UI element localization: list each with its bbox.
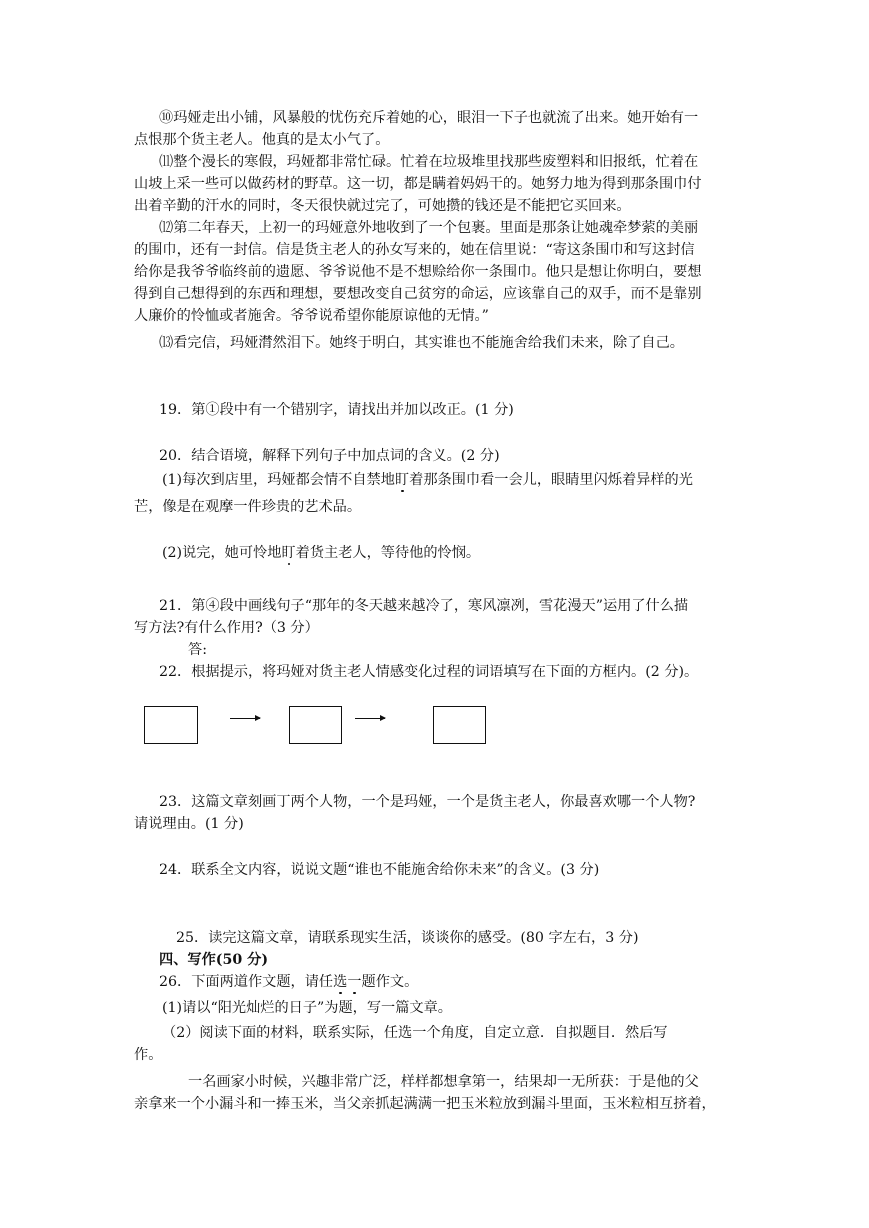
story-para-12-line-1: ⑿第二年春天，上初一的玛娅意外地收到了一个包裹。里面是那条让她魂牵梦萦的美丽 xyxy=(159,220,699,236)
question-24: 24．联系全文内容，说说文题“谁也不能施舍给你未来”的含义。(3 分) xyxy=(159,862,600,878)
writing-section-heading: 四、写作(50 分) xyxy=(159,952,269,968)
question-20: 20．结合语境，解释下列句子中加点词的含义。(2 分) xyxy=(159,448,500,464)
story-para-12-line-4: 得到自己想得到的东西和理想，要想改变自己贫穷的命运，应该靠自己的双手，而不是靠别 xyxy=(134,286,702,302)
answer-box-1[interactable] xyxy=(144,706,198,744)
arrow-icon xyxy=(230,718,260,719)
material-line-1: 一名画家小时候，兴趣非常广泛，样样都想拿第一，结果却一无所获：于是他的父 xyxy=(188,1074,699,1090)
question-21-answer-label: 答: xyxy=(188,642,207,658)
q26-text-a: 26．下面两道作文题，请任 xyxy=(159,974,334,990)
q26-text-b: 题作文。 xyxy=(361,974,419,990)
story-para-12-line-5: 人廉价的怜恤或者施舍。爷爷说希望你能原谅他的无情。” xyxy=(134,308,489,324)
story-para-11-line-3: 出着辛勤的汗水的同时，冬天很快就过完了，可她攒的钱还是不能把它买回来。 xyxy=(134,198,631,214)
story-para-11-line-1: ⑾整个漫长的寒假，玛娅都非常忙碌。忙着在垃圾堆里找那些废塑料和旧报纸，忙着在 xyxy=(159,154,699,170)
question-23-line-2: 请说理由。(1 分) xyxy=(134,816,244,832)
question-25: 25．读完这篇文章，请联系现实生活，谈谈你的感受。(80 字左右，3 分) xyxy=(176,930,639,946)
writing-option-1: (1)请以“阳光灿烂的日子”为题，写一篇文章。 xyxy=(162,1000,452,1016)
question-20-item-2 xyxy=(162,543,480,563)
writing-option-2-line-2: 作。 xyxy=(134,1047,163,1063)
q26-dotted-word-2: 一 xyxy=(347,974,362,990)
writing-option-2-line-1: （2）阅读下面的材料，联系实际，任选一个角度，自定立意．自拟题目．然后写 xyxy=(162,1025,668,1041)
question-19: 19．第①段中有一个错别字，请找出并加以改正。(1 分) xyxy=(159,402,514,418)
q20-1-dotted-word: 盯 xyxy=(394,472,410,488)
question-21-line-1: 21．第④段中画线句子“那年的冬天越来越冷了，寒风凛冽，雪花漫天”运用了什么描 xyxy=(159,598,689,614)
story-para-13: ⒀看完信，玛娅潸然泪下。她终于明白，其实谁也不能施舍给我们未来，除了自己。 xyxy=(159,335,684,351)
question-21-line-2: 写方法?有什么作用?（3 分） xyxy=(134,620,319,636)
q20-2-text-a: (2)说完，她可怜地 xyxy=(162,545,282,561)
answer-box-3[interactable] xyxy=(433,706,486,744)
question-20-item-1-line-2: 芒，像是在观摩一件珍贵的艺术品。 xyxy=(134,499,362,515)
story-para-12-line-2: 的围巾，还有一封信。信是货主老人的孙女写来的，她在信里说：“寄这条围巾和写这封信 xyxy=(134,242,695,258)
story-para-10-line-2: 点恨那个货主老人。他真的是太小气了。 xyxy=(134,132,390,148)
question-23-line-1: 23．这篇文章刻画丁两个人物，一个是玛娅，一个是货主老人，你最喜欢哪一个人物? xyxy=(159,794,696,810)
story-para-12-line-3: 给你是我爷爷临终前的遗愿、爷爷说他不是不想赊给你一条围巾。他只是想让你明白，要想 xyxy=(134,264,702,280)
story-para-11-line-2: 山坡上采一些可以做药材的野草。这一切，都是瞒着妈妈干的。她努力地为得到那条围巾付 xyxy=(134,176,702,192)
q20-2-text-b: 着货主老人，等待他的怜悯。 xyxy=(295,545,481,561)
question-22: 22．根据提示，将玛娅对货主老人情感变化过程的词语填写在下面的方框内。(2 分)。 xyxy=(159,664,699,680)
question-26 xyxy=(159,972,418,992)
q20-1-text-a: (1)每次到店里，玛娅都会情不自禁地 xyxy=(162,472,395,488)
material-line-2: 亲拿来一个小漏斗和一捧玉米，当父亲抓起满满一把玉米粒放到漏斗里面，玉米粒相互挤着， xyxy=(134,1096,716,1112)
q26-dotted-word-1: 选 xyxy=(333,974,348,990)
story-para-10-line-1: ⑩玛娅走出小铺，风暴般的忧伤充斥着她的心，眼泪一下子也就流了出来。她开始有一 xyxy=(159,110,699,126)
q20-1-text-b: 着那条围巾看一会儿，眼睛里闪烁着异样的光 xyxy=(409,472,693,488)
q20-2-dotted-word: 盯 xyxy=(281,545,296,561)
answer-box-2[interactable] xyxy=(289,706,342,744)
arrow-icon xyxy=(355,718,385,719)
question-20-item-1-line-1 xyxy=(162,470,693,490)
